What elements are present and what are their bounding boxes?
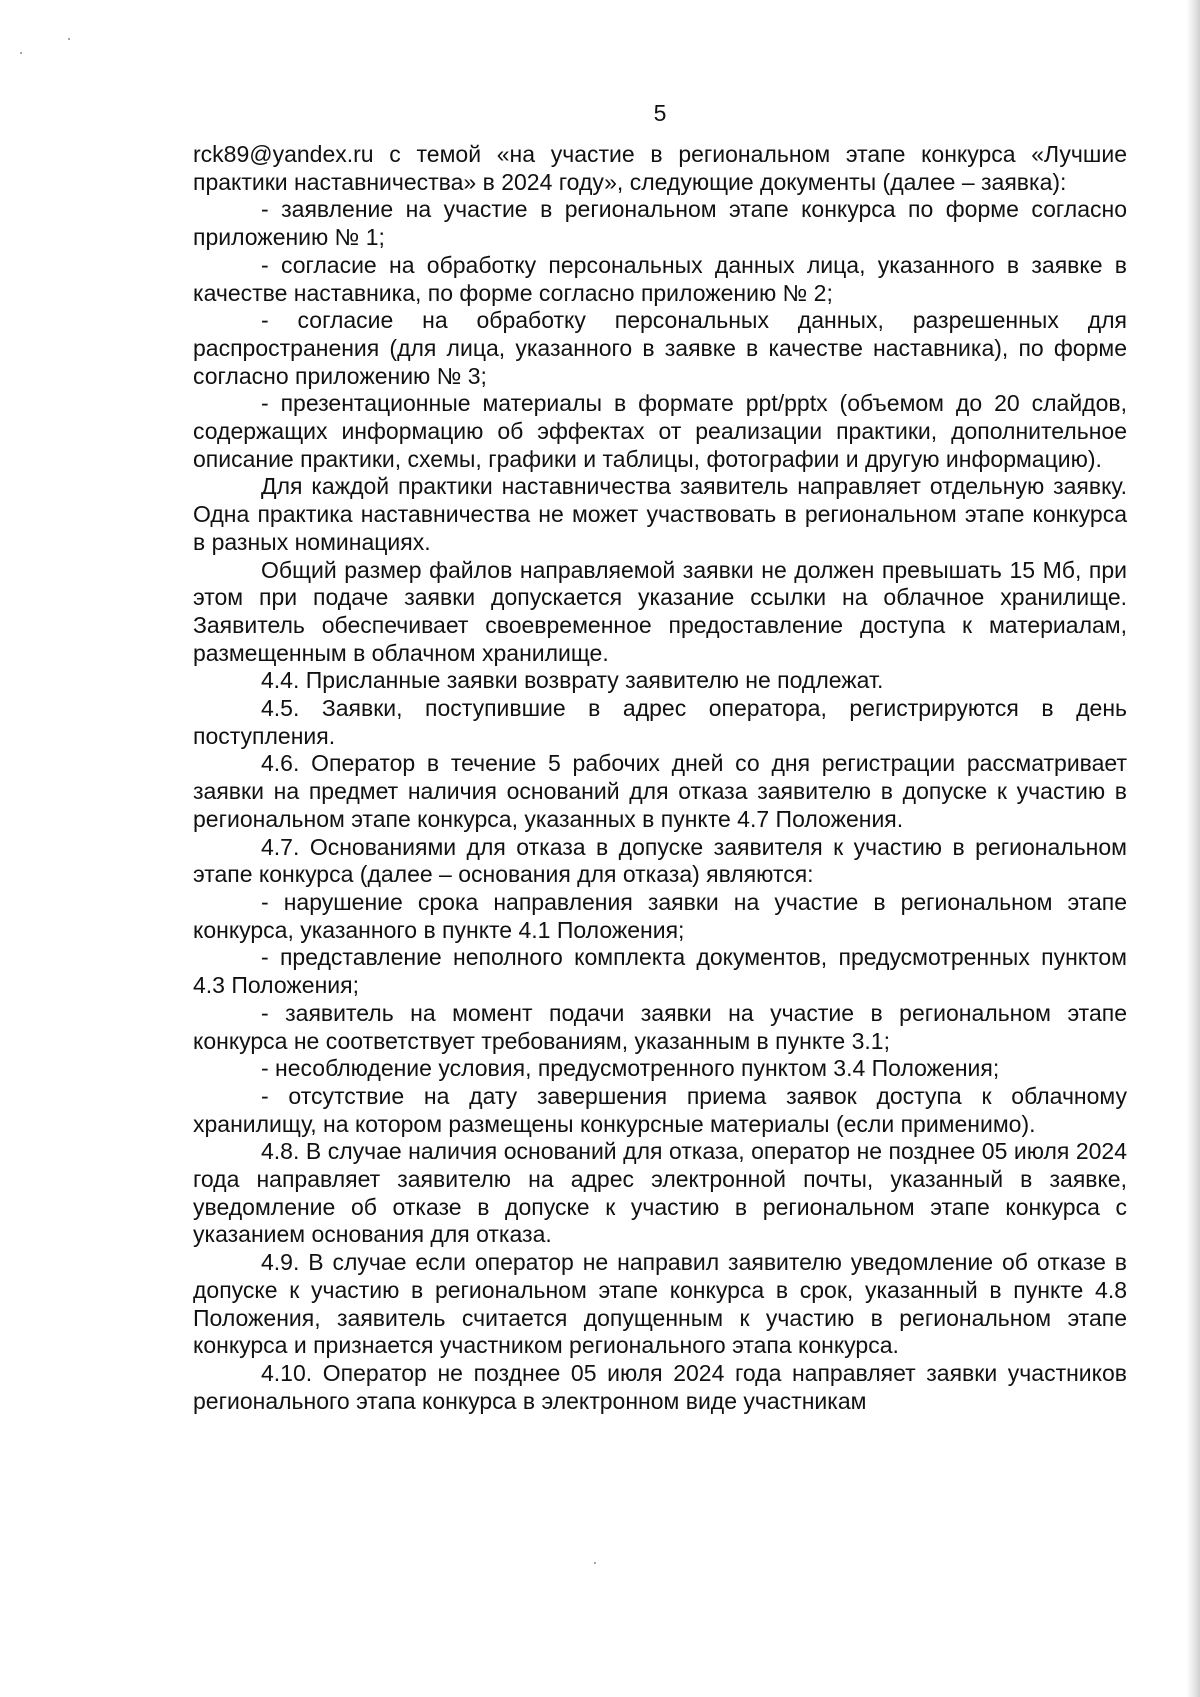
paragraph: 4.4. Присланные заявки возврату заявителю не подлежат. — [261, 667, 884, 694]
scan-speck — [68, 38, 70, 40]
paragraph: - несоблюдение условия, предусмотренного пунктом 3.4 Положения; — [261, 1055, 1000, 1082]
paragraph: - отсутствие на дату завершения приема заявок доступа к облачному хранилищу, на котором размещены конкурсные материалы (если применимо). — [193, 1082, 1127, 1137]
paragraph: - заявитель на момент подачи заявки на участие в региональном этапе конкурса не соответствует требованиям, указанным в пункте 3.1; — [193, 999, 1127, 1054]
paragraph: 4.5. Заявки, поступившие в адрес оператора, регистрируются в день поступления. — [193, 695, 1127, 749]
paragraph: - согласие на обработку персональных данных лица, указанного в заявке в качестве наставника, по форме согласно приложению № 2; — [193, 251, 1127, 306]
scan-speck — [594, 1562, 596, 1564]
paragraph: - нарушение срока направления заявки на участие в региональном этапе конкурса, указанного в пункте 4.1 Положения; — [193, 888, 1127, 943]
paragraph: 4.10. Оператор не позднее 05 июля 2024 года направляет заявки участников регионального этапа конкурса в электронном виде участникам — [193, 1359, 1127, 1414]
paragraph: 4.6. Оператор в течение 5 рабочих дней со дня регистрации рассматривает заявки на предмет наличия оснований для отказа заявителю в допуске к участию в региональном этапе конкурса, указанных в пункте 4.7 Положения. — [193, 750, 1127, 832]
paragraph: - презентационные материалы в формате ppt/pptx (объемом до 20 слайдов, содержащих информацию об эффектах от реализации практики, дополнительное описание практики, схемы, графики и таблицы, фотографии и другую информацию). — [193, 390, 1127, 472]
paragraph: Общий размер файлов направляемой заявки не должен превышать 15 Мб, при этом при подаче заявки допускается указание ссылки на облачное хранилище. Заявитель обеспечивает своевременное предоставление доступа к материалам, размещенным в облачном хранилище. — [193, 556, 1127, 666]
paragraph: 4.7. Основаниями для отказа в допуске заявителя к участию в региональном этапе конкурса (далее – основания для отказа) являются: — [193, 833, 1127, 888]
paragraph: - представление неполного комплекта документов, предусмотренных пунктом 4.3 Положения; — [193, 944, 1127, 999]
paragraph: Для каждой практики наставничества заявитель направляет отдельную заявку. Одна практика наставничества не может участвовать в региональном этапе конкурса в разных номинациях. — [193, 473, 1127, 555]
paragraph: - согласие на обработку персональных данных, разрешенных для распространения (для лица, указанного в заявке в качестве наставника), по форме согласно приложению № 3; — [193, 307, 1127, 389]
paragraph: - заявление на участие в региональном этапе конкурса по форме согласно приложению № 1; — [193, 196, 1127, 251]
scan-edge-shadow — [1186, 0, 1200, 1697]
paragraph: 4.8. В случае наличия оснований для отказа, оператор не позднее 05 июля 2024 года направляет заявителю на адрес электронной почты, указанный в заявке, уведомление об отказе в допуске к участию в региональном этапе конкурса с указанием основания для отказа. — [193, 1138, 1127, 1248]
paragraph: 4.9. В случае если оператор не направил заявителю уведомление об отказе в допуске к участию в региональном этапе конкурса в срок, указанный в пункте 4.8 Положения, заявитель считается допущенным к участию в региональном этапе конкурса и признается участником регионального этапа конкурса. — [193, 1249, 1127, 1359]
page-number: 5 — [653, 100, 667, 126]
paragraph: rck89@yandex.ru с темой «на участие в региональном этапе конкурса «Лучшие практики наставничества» в 2024 году», следующие документы (далее – заявка): — [193, 141, 1127, 195]
scan-speck — [20, 52, 22, 54]
document-body — [193, 141, 1127, 1415]
